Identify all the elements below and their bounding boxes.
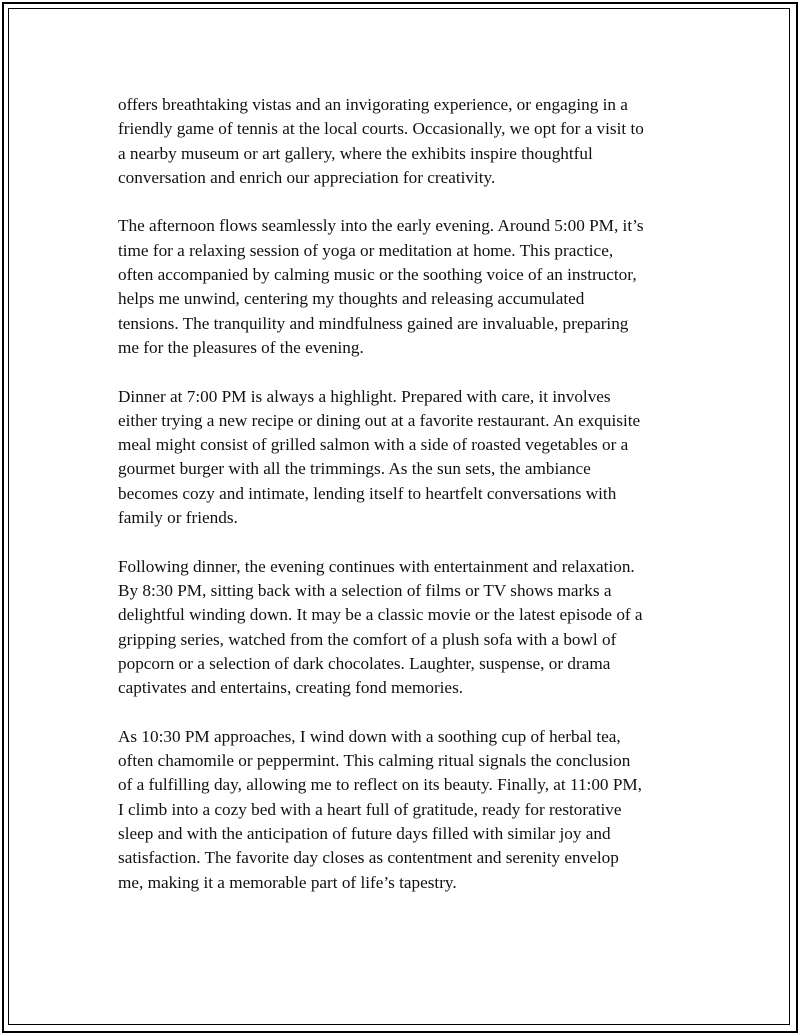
text-line: me, making it a memorable part of life’s tapestry.	[118, 872, 457, 892]
text-line: As 10:30 PM approaches, I wind down with a soothing cup of herbal tea,	[118, 726, 621, 746]
text-line: meal might consist of grilled salmon with a side of roasted vegetables or a	[118, 435, 629, 455]
text-line: Dinner at 7:00 PM is always a highlight. Prepared with care, it involves	[118, 386, 611, 406]
text-line: gourmet burger with all the trimmings. As the sun sets, the ambiance	[118, 459, 591, 479]
paragraph	[118, 385, 693, 531]
paragraph	[118, 555, 693, 701]
text-line: popcorn or a selection of dark chocolates. Laughter, suspense, or drama	[118, 653, 611, 673]
text-line: captivates and entertains, creating fond memories.	[118, 678, 464, 698]
text-line: a nearby museum or art gallery, where the exhibits inspire thoughtful	[118, 143, 593, 163]
text-line: conversation and enrich our appreciation for creativity.	[118, 167, 496, 187]
text-line: often accompanied by calming music or the soothing voice of an instructor,	[118, 265, 637, 285]
text-line: me for the pleasures of the evening.	[118, 337, 364, 357]
text-line: delightful winding down. It may be a classic movie or the latest episode of a	[118, 605, 643, 625]
paragraph	[118, 214, 693, 360]
text-line: time for a relaxing session of yoga or meditation at home. This practice,	[118, 240, 614, 260]
text-line: The afternoon flows seamlessly into the early evening. Around 5:00 PM, it’s	[118, 216, 644, 236]
paragraph	[118, 93, 693, 190]
paragraph	[118, 725, 693, 895]
text-line: By 8:30 PM, sitting back with a selection of films or TV shows marks a	[118, 580, 612, 600]
text-line: satisfaction. The favorite day closes as contentment and serenity envelop	[118, 848, 619, 868]
text-line: either trying a new recipe or dining out at a favorite restaurant. An exquisite	[118, 410, 641, 430]
text-line: helps me unwind, centering my thoughts and releasing accumulated	[118, 289, 585, 309]
text-line: I climb into a cozy bed with a heart full of gratitude, ready for restorative	[118, 799, 622, 819]
text-line: Following dinner, the evening continues with entertainment and relaxation.	[118, 556, 635, 576]
text-line: becomes cozy and intimate, lending itself to heartfelt conversations with	[118, 483, 617, 503]
document-body	[118, 93, 693, 919]
text-line: sleep and with the anticipation of future days filled with similar joy and	[118, 823, 611, 843]
text-line: tensions. The tranquility and mindfulness gained are invaluable, preparing	[118, 313, 629, 333]
text-line: of a fulfilling day, allowing me to reflect on its beauty. Finally, at 11:00 PM,	[118, 775, 642, 795]
text-line: gripping series, watched from the comfort of a plush sofa with a bowl of	[118, 629, 617, 649]
text-line: offers breathtaking vistas and an invigorating experience, or engaging in a	[118, 95, 628, 114]
text-line: often chamomile or peppermint. This calming ritual signals the conclusion	[118, 751, 631, 771]
text-line: family or friends.	[118, 508, 238, 528]
text-line: friendly game of tennis at the local courts. Occasionally, we opt for a visit to	[118, 119, 644, 139]
